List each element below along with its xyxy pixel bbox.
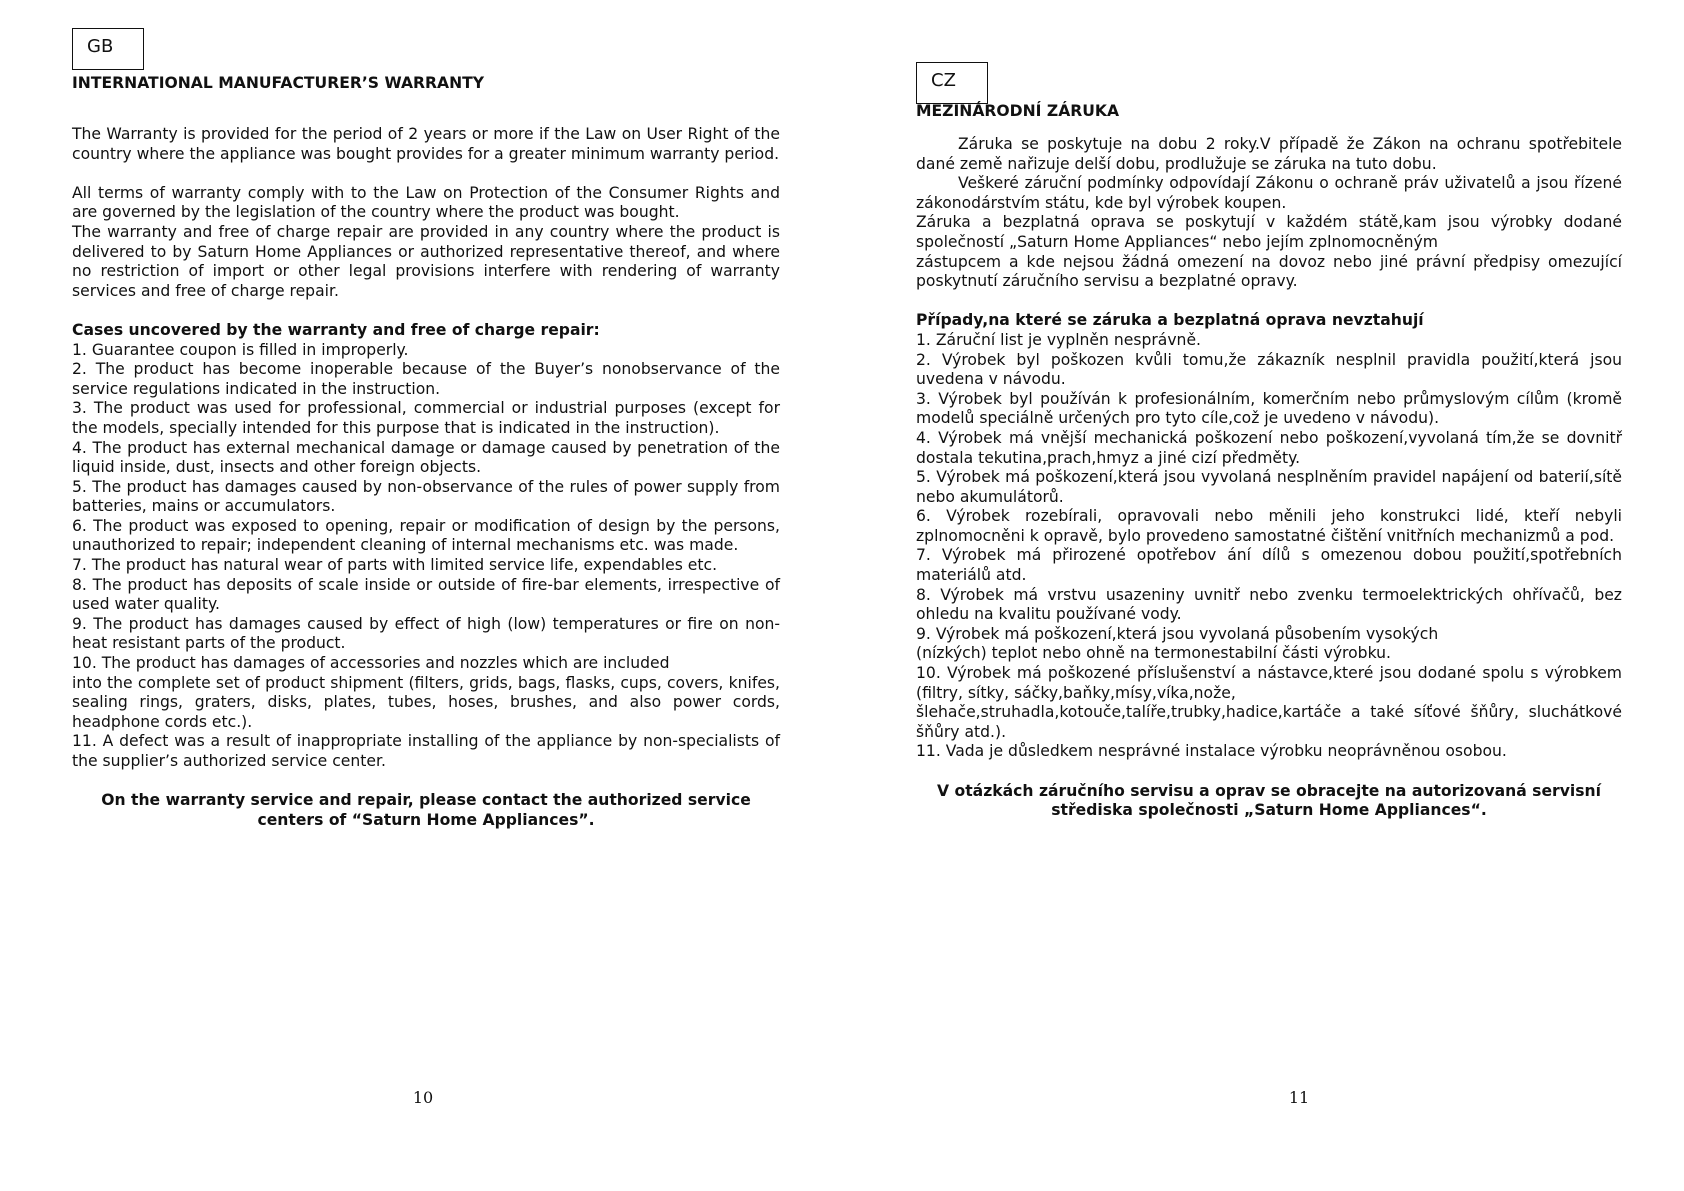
list-item: 7. Výrobek má přirozené opotřebov ání dílů s omezenou dobou použití,spotřebních materiálů atd. <box>916 546 1622 585</box>
language-code-box: CZ <box>916 62 988 104</box>
list-item: into the complete set of product shipment (filters, grids, bags, flasks, cups, covers, knifes, sealing rings, graters, disks, plates, tubes, hoses, brushes, and also power cords, headphone cords etc.). <box>72 673 780 731</box>
intro-paragraph: zástupcem a kde nejsou žádná omezení na dovoz nebo jiné právní předpisy omezující poskytnutí záručního servisu a bezplatné opravy. <box>916 252 1622 291</box>
intro-paragraph: Záruka a bezplatná oprava se poskytují v každém státě,kam jsou výrobky dodané společností „Saturn Home Appliances“ nebo jejím zplnomocněným <box>916 213 1622 251</box>
intro-paragraph: The Warranty is provided for the period of 2 years or more if the Law on User Right of the country where the appliance was bought provides for a greater minimum warranty period. <box>72 125 780 163</box>
page-right <box>842 0 1684 1191</box>
list-item: 5. Výrobek má poškození,která jsou vyvolaná nesplněním pravidel napájení od baterií,sítě nebo akumulátorů. <box>916 468 1622 506</box>
intro-paragraph: All terms of warranty comply with to the Law on Protection of the Consumer Rights and are governed by the legislation of the country where the product was bought. <box>72 183 780 222</box>
list-item: 6. Výrobek rozebírali, opravovali nebo měnili jeho konstrukci lidé, kteří nebyli zplnomocněni k opravě, bylo provedeno samostatné čištění vnitřních mechanizmů a pod. <box>916 507 1622 545</box>
list-item: 7. The product has natural wear of parts with limited service life, expendables etc. <box>72 556 718 575</box>
closing-note: On the warranty service and repair, please contact the authorized service centers of “Saturn Home Appliances”. <box>101 791 751 829</box>
list-item: 3. Výrobek byl používán k profesionálním, komerčním nebo průmyslovým cílům (kromě modelů speciálně určených pro tyto cíle,což je uvedeno v návodu). <box>916 389 1622 428</box>
page-title: MEZINÁRODNÍ ZÁRUKA <box>916 102 1120 120</box>
list-item: 2. Výrobek byl poškozen kvůli tomu,že zákazník nesplnil pravidla použití,která jsou uvedena v návodu. <box>916 350 1622 389</box>
list-item: 8. The product has deposits of scale inside or outside of fire-bar elements, irrespective of used water quality. <box>72 575 780 614</box>
list-item: 1. Záruční list je vyplněn nesprávně. <box>916 330 1201 349</box>
list-item: 11. A defect was a result of inappropriate installing of the appliance by non-specialists of the supplier’s authorized service center. <box>72 732 780 770</box>
warranty-text <box>72 125 780 830</box>
list-item: 10. The product has damages of accessories and nozzles which are included <box>72 654 670 673</box>
list-item: 9. Výrobek má poškození,která jsou vyvolaná působením vysokých <box>916 624 1439 643</box>
intro-paragraph: Záruka se poskytuje na dobu 2 roky.V případě že Zákon na ochranu spotřebitele dané země nařizuje delší dobu, prodlužuje se záruka na tuto dobu. <box>916 135 1622 173</box>
page-number: 11 <box>1288 1088 1310 1107</box>
list-item: 10. Výrobek má poškozené příslušenství a nástavce,které jsou dodané spolu s výrobkem (filtry, sítky, sáčky,baňky,mísy,víka,nože, <box>916 664 1622 702</box>
warranty-text <box>916 135 1622 821</box>
page-number: 10 <box>412 1088 434 1107</box>
list-item: 5. The product has damages caused by non-observance of the rules of power supply from batteries, mains or accumulators. <box>72 477 780 516</box>
intro-paragraph: Veškeré záruční podmínky odpovídají Zákonu o ochraně práv uživatelů a jsou řízené zákonodárstvím státu, kde byl výrobek koupen. <box>916 174 1622 212</box>
list-item: 6. The product was exposed to opening, repair or modification of design by the persons, unauthorized to repair; independent cleaning of internal mechanisms etc. was made. <box>72 516 780 555</box>
list-item: šlehače,struhadla,kotouče,talíře,trubky,hadice,kartáče a také síťové šňůry, sluchátkové šňůry atd.). <box>916 703 1622 741</box>
list-item: 2. The product has become inoperable because of the Buyer’s nonobservance of the service regulations indicated in the instruction. <box>72 360 780 398</box>
page-title: INTERNATIONAL MANUFACTURER’S WARRANTY <box>72 74 485 92</box>
cases-heading: Případy,na které se záruka a bezplatná oprava nevztahují <box>916 311 1424 330</box>
list-item: 4. Výrobek má vnější mechanická poškození nebo poškození,vyvolaná tím,že se dovnitř dostala tekutina,prach,hmyz a jiné cizí předměty. <box>916 428 1622 467</box>
list-item: 11. Vada je důsledkem nesprávné instalace výrobku neoprávněnou osobou. <box>916 742 1507 761</box>
list-item: 4. The product has external mechanical damage or damage caused by penetration of the liquid inside, dust, insects and other foreign objects. <box>72 438 780 477</box>
language-code-box: GB <box>72 28 144 70</box>
closing-note: V otázkách záručního servisu a oprav se obracejte na autorizovaná servisní střediska společnosti „Saturn Home Appliances“. <box>937 781 1601 820</box>
cases-heading: Cases uncovered by the warranty and free of charge repair: <box>72 320 600 339</box>
list-item: 3. The product was used for professional, commercial or industrial purposes (except for the models, specially intended for this purpose that is indicated in the instruction). <box>72 399 780 437</box>
list-item: (nízkých) teplot nebo ohně na termonestabilní části výrobku. <box>916 644 1391 663</box>
list-item: 9. The product has damages caused by effect of high (low) temperatures or fire on non-heat resistant parts of the product. <box>72 614 780 653</box>
intro-paragraph: The warranty and free of charge repair are provided in any country where the product is delivered to by Saturn Home Appliances or authorized representative thereof, and where no restriction of import or other legal provisions interfere with rendering of warranty services and free of charge repair. <box>72 222 780 300</box>
list-item: 8. Výrobek má vrstvu usazeniny uvnitř nebo zvenku termoelektrických ohřívačů, bez ohledu na kvalitu používané vody. <box>916 585 1622 624</box>
list-item: 1. Guarantee coupon is filled in improperly. <box>72 340 409 359</box>
